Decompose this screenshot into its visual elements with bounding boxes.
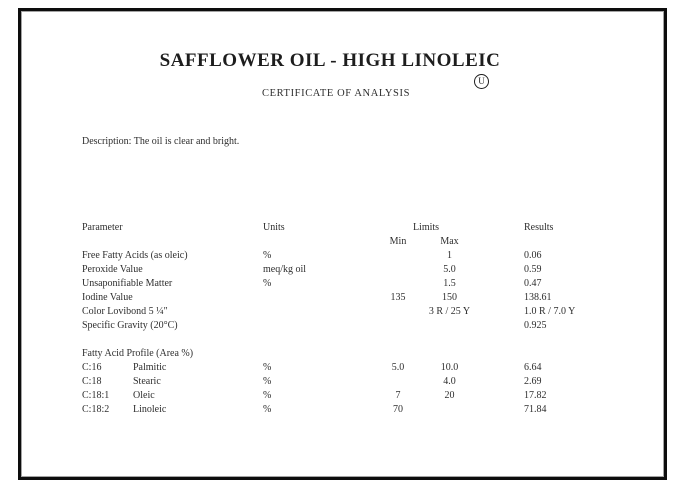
cell-results: 138.61 [524, 292, 552, 303]
table-row [0, 277, 679, 291]
cell-parameter: Unsaponifiable Matter [82, 278, 173, 289]
table-row [0, 375, 679, 389]
section-header: Fatty Acid Profile (Area %) [82, 348, 194, 359]
cell-max: 1.5 [443, 278, 456, 289]
cell-parameter: Peroxide Value [82, 264, 143, 275]
cell-max: 20 [444, 390, 455, 401]
cell-code: C:18:1 [82, 390, 110, 401]
cell-name: Oleic [133, 390, 155, 401]
header-parameter: Parameter [82, 222, 123, 233]
cell-units: % [263, 404, 272, 415]
cell-results: 2.69 [524, 376, 542, 387]
cell-max: 1 [447, 250, 452, 261]
cell-results: 0.47 [524, 278, 542, 289]
cell-results: 0.59 [524, 264, 542, 275]
header-results: Results [524, 222, 554, 233]
cell-units: % [263, 362, 272, 373]
table-row [0, 263, 679, 277]
cell-max: 3 R / 25 Y [428, 306, 471, 317]
cell-code: C:16 [82, 362, 102, 373]
cell-parameter: Iodine Value [82, 292, 133, 303]
table-row [0, 249, 679, 263]
cell-name: Linoleic [133, 404, 167, 415]
header-min: Min [389, 236, 407, 247]
cell-results: 6.64 [524, 362, 542, 373]
cell-parameter: Specific Gravity (20°C) [82, 320, 178, 331]
table-row [0, 319, 679, 333]
cell-units: % [263, 376, 272, 387]
kosher-u-icon [474, 74, 489, 89]
cell-name: Palmitic [133, 362, 167, 373]
cell-results: 0.925 [524, 320, 547, 331]
header-max: Max [440, 236, 459, 247]
table-row [0, 403, 679, 417]
cell-units: % [263, 250, 272, 261]
cell-units: meq/kg oil [263, 264, 307, 275]
cell-units: % [263, 390, 272, 401]
cell-units: % [263, 278, 272, 289]
cell-max: 5.0 [443, 264, 456, 275]
cell-max: 150 [442, 292, 457, 303]
table-row [0, 291, 679, 305]
cell-min: 7 [395, 390, 401, 401]
table-row [0, 389, 679, 403]
cell-results: 1.0 R / 7.0 Y [524, 306, 576, 317]
cell-min: 5.0 [391, 362, 405, 373]
cell-min: 135 [390, 292, 406, 303]
cell-min: 70 [393, 404, 403, 415]
cell-code: C:18 [82, 376, 102, 387]
cell-max: 4.0 [443, 376, 456, 387]
cell-max: 10.0 [440, 362, 459, 373]
table-subheader-row [0, 235, 679, 249]
cell-parameter: Color Lovibond 5 ¼" [82, 306, 168, 317]
header-limits: Limits [412, 222, 440, 233]
cell-code: C:18:2 [82, 404, 110, 415]
table-header-row [0, 221, 679, 235]
cell-results: 71.84 [524, 404, 547, 415]
document-subtitle: CERTIFICATE OF ANALYSIS [261, 88, 411, 99]
header-units: Units [263, 222, 285, 233]
cell-parameter: Free Fatty Acids (as oleic) [82, 250, 188, 261]
cell-name: Stearic [133, 376, 161, 387]
table-row [0, 305, 679, 319]
cell-results: 0.06 [524, 250, 542, 261]
cell-results: 17.82 [524, 390, 547, 401]
document-title: SAFFLOWER OIL - HIGH LINOLEIC [159, 50, 501, 71]
description-text: Description: The oil is clear and bright. [82, 136, 240, 147]
kosher-u-letter: U [478, 76, 485, 86]
section-header-row [0, 347, 679, 361]
table-row [0, 361, 679, 375]
